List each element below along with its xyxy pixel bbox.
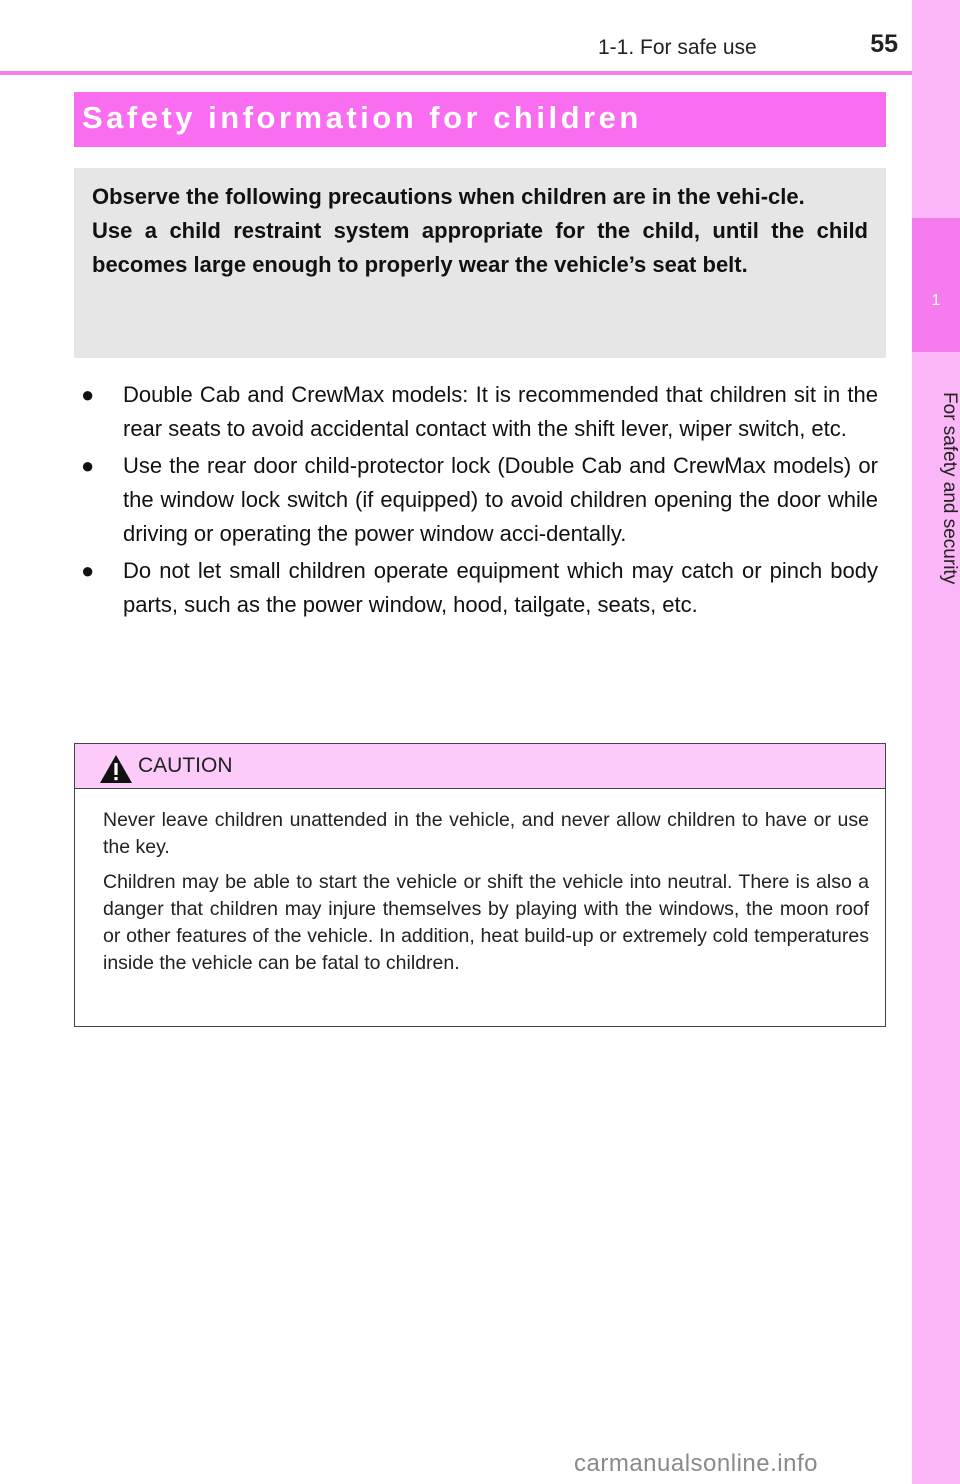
bullet-icon: ● — [81, 558, 95, 583]
bullet-text: Double Cab and CrewMax models: It is recommended that children sit in the rear seats to avoid accidental contact with the shift lever, wiper switch, etc. — [123, 382, 878, 441]
caution-body — [75, 789, 885, 977]
caution-paragraph: Never leave children unattended in the vehicle, and never allow children to have or use the key. — [103, 809, 869, 858]
caution-box — [74, 743, 886, 1027]
bullet-icon: ● — [81, 382, 95, 407]
intro-paragraph: Use a child restraint system appropriate for the child, until the child becomes large enough to properly wear the vehicle’s seat belt. — [92, 218, 868, 277]
intro-box — [74, 168, 886, 358]
warning-icon — [99, 754, 133, 784]
list-item — [80, 449, 878, 551]
bullet-icon: ● — [81, 453, 95, 478]
intro-paragraph: Observe the following precautions when children are in the vehi-cle. — [92, 184, 805, 209]
section-label: 1-1. For safe use — [598, 36, 757, 59]
bullet-list — [80, 378, 878, 625]
header-rule — [0, 71, 912, 75]
caution-header — [75, 744, 885, 789]
caution-label: CAUTION — [138, 754, 233, 777]
list-item — [80, 378, 878, 446]
bullet-text: Use the rear door child-protector lock (Double Cab and CrewMax models) or the window lock switch (if equipped) to avoid children opening the door while driving or operating the power window acci-dentally. — [123, 453, 878, 546]
bullet-text: Do not let small children operate equipment which may catch or pinch body parts, such as the power window, hood, tailgate, seats, etc. — [123, 558, 878, 617]
watermark: carmanualsonline.info — [574, 1450, 818, 1477]
list-item — [80, 554, 878, 622]
page-title: Safety information for children — [82, 100, 642, 135]
page-number: 55 — [870, 30, 898, 58]
caution-paragraph: Children may be able to start the vehicle or shift the vehicle into neutral. There is also a danger that children may injure themselves by playing with the windows, the moon roof or other features of the vehicle. In addition, heat build-up or extremely cold temperatures inside the vehicle can be fatal to children. — [103, 871, 869, 974]
chapter-title: For safety and security — [939, 391, 960, 585]
chapter-number: 1 — [931, 292, 941, 309]
side-chapter-active-marker — [912, 218, 960, 352]
